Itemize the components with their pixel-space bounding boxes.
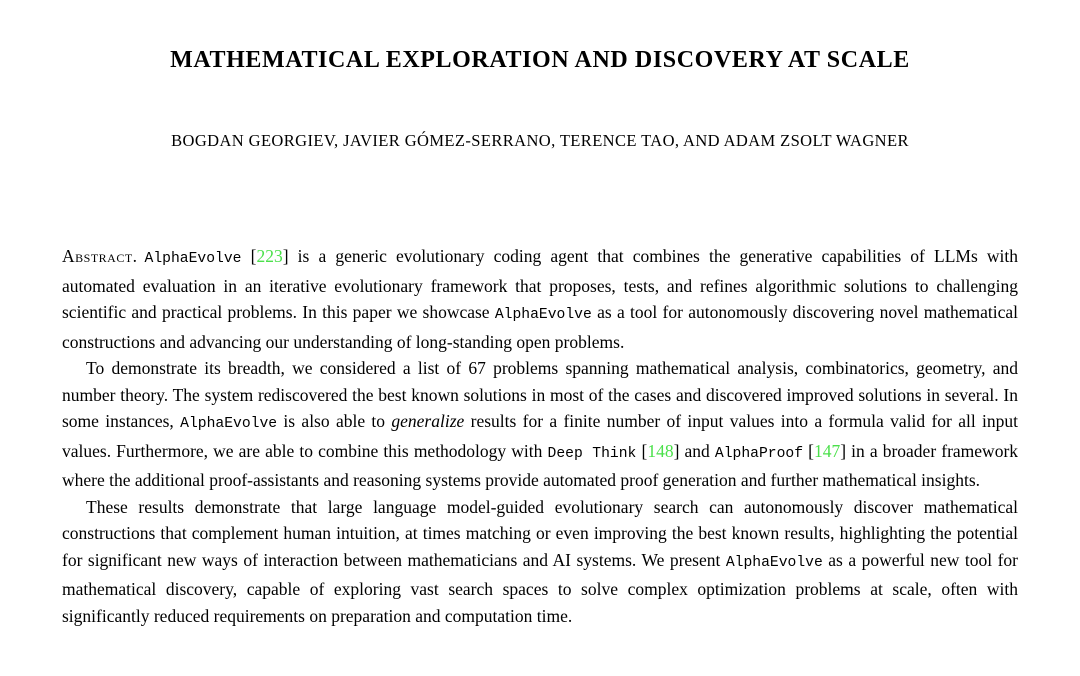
abstract-text: as a tool for autonomously discovering novel mathematical constructions and advancing our understanding of long-standing open problems. (62, 302, 1018, 352)
abstract-text: [ (241, 246, 257, 267)
abstract-text: as a powerful new tool for mathematical discovery, capable of exploring vast search spaces to solve complex optimization problems at scale, often with significantly reduced requirements on preparation and computation time. (62, 549, 1018, 626)
abstract-text: ] in a broader framework where the additional proof-assistants and reasoning systems provide automated proof generation and further mathematical insights. (62, 440, 1019, 491)
system-name: AlphaEvolve (180, 416, 278, 433)
abstract-paragraph (62, 494, 1018, 630)
abstract-text: [ (636, 440, 648, 461)
abstract-text: ] is a generic evolutionary coding agent that combines the generative capabilities of LLMs with automated evaluation in an iterative evolutionary framework that proposes, tests, and refines algorithmic solutions to challenging scientific and practical problems. In this paper we showcase (62, 246, 1018, 323)
citation-ref[interactable]: 148 (647, 440, 674, 461)
paper-title: MATHEMATICAL EXPLORATION AND DISCOVERY AT SCALE (170, 47, 910, 74)
abstract-text: generalize (391, 411, 465, 432)
system-name: AlphaEvolve (494, 307, 592, 324)
system-name: AlphaEvolve (725, 554, 823, 571)
citation-ref[interactable]: 147 (813, 440, 841, 461)
abstract-text: ] and (673, 440, 715, 461)
abstract-text: To demonstrate its breadth, we considered a list of 67 problems spanning mathematical analysis, combinatorics, geometry, and number theory. The system rediscovered the best known solutions in most of the cases and discovered improved solutions in several. In some instances, (62, 358, 1018, 432)
abstract-text: results for a finite number of input values into a formula valid for all input values. Furthermore, we are able to combine this methodology with (62, 411, 1018, 461)
abstract-paragraph (62, 355, 1018, 494)
system-name: Deep Think (547, 445, 637, 462)
abstract (62, 243, 1018, 629)
abstract-text: [ (803, 440, 814, 461)
abstract-paragraph (62, 243, 1018, 355)
system-name: AlphaProof (714, 445, 804, 462)
system-name: AlphaEvolve (144, 251, 242, 268)
abstract-label: Abstract. (62, 246, 138, 267)
abstract-text: These results demonstrate that large language model-guided evolutionary search can autonomously discover mathematical constructions that complement human intuition, at times matching or even improving the best known results, highlighting the potential for significant new ways of interaction between mathematicians and AI systems. We present (62, 496, 1018, 570)
paper-authors: BOGDAN GEORGIEV, JAVIER GÓMEZ-SERRANO, TERENCE TAO, AND ADAM ZSOLT WAGNER (171, 131, 909, 151)
citation-ref[interactable]: 223 (256, 246, 283, 267)
abstract-text: is also able to (277, 411, 392, 432)
